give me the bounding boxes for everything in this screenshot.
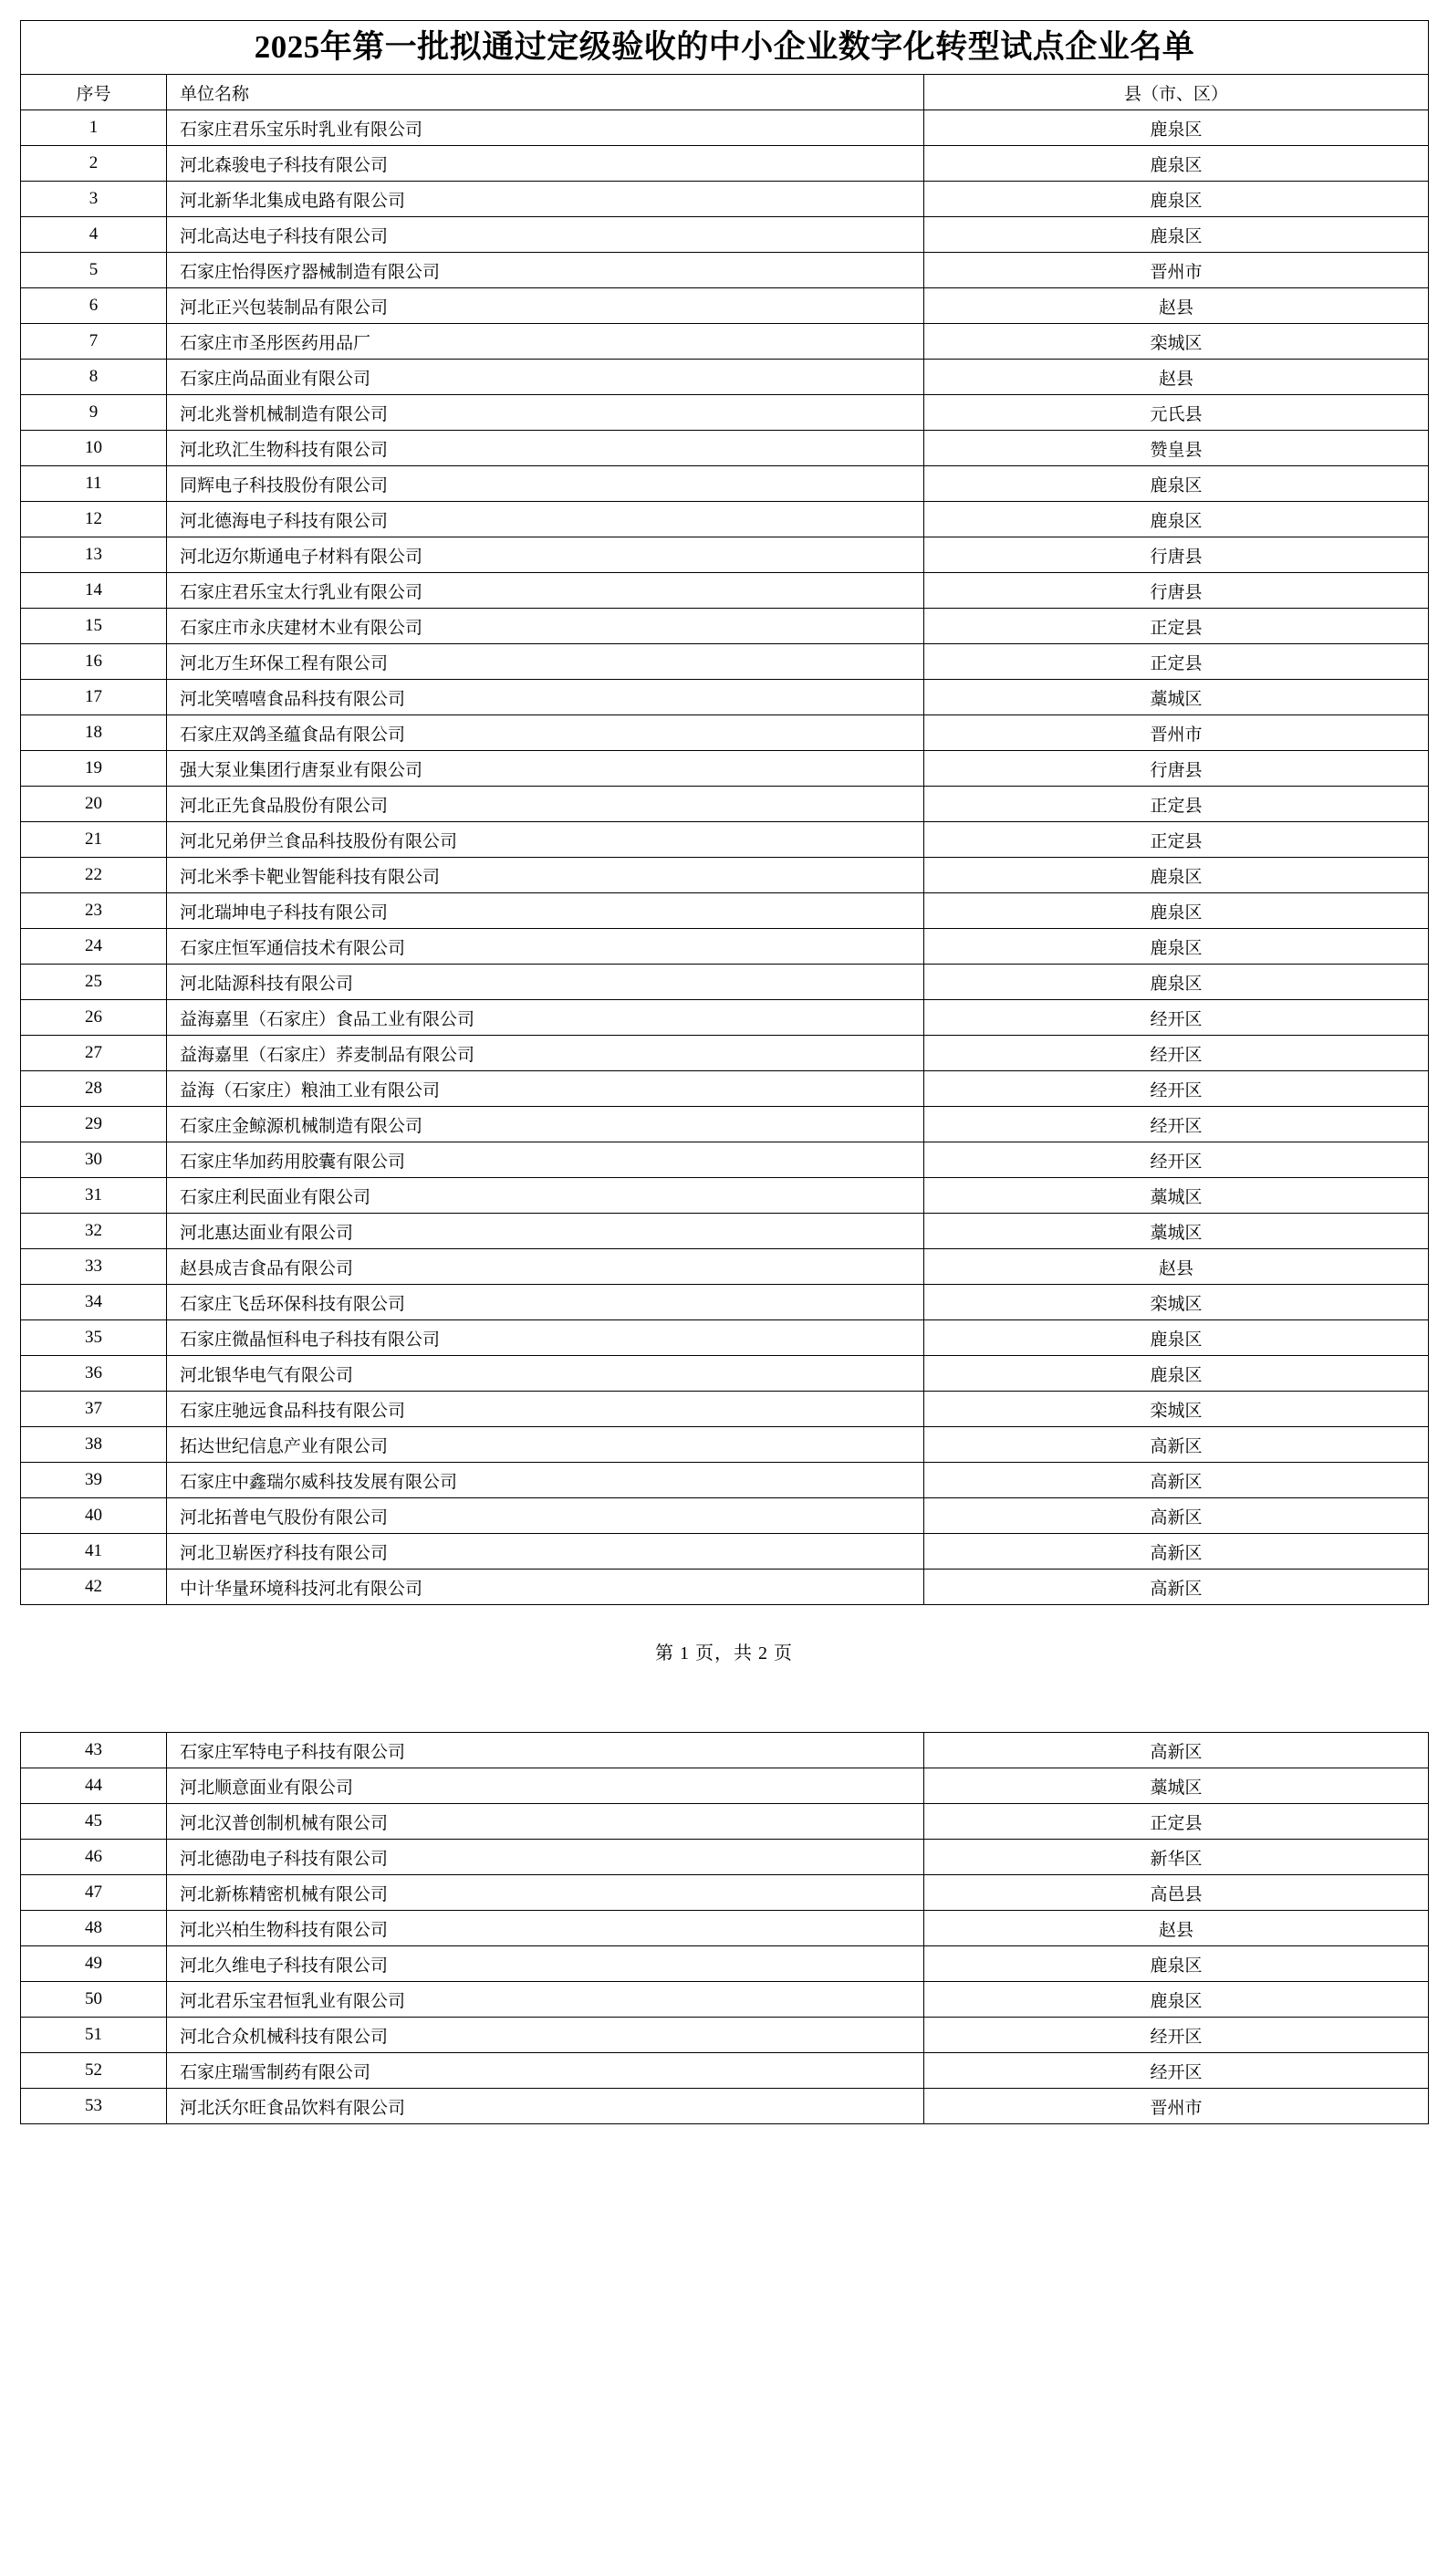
table-row [21, 146, 1429, 182]
table-row [21, 1320, 1429, 1356]
cell-enterprise-name: 石家庄飞岳环保科技有限公司 [167, 1285, 924, 1320]
cell-sequence-number: 48 [21, 1911, 167, 1946]
table-row [21, 787, 1429, 822]
table-row [21, 1071, 1429, 1107]
cell-enterprise-name: 赵县成吉食品有限公司 [167, 1249, 924, 1285]
cell-sequence-number: 50 [21, 1982, 167, 2018]
cell-enterprise-name: 河北兴柏生物科技有限公司 [167, 1911, 924, 1946]
table-row [21, 1733, 1429, 1768]
cell-district: 鹿泉区 [924, 1946, 1429, 1982]
cell-enterprise-name: 石家庄瑞雪制药有限公司 [167, 2053, 924, 2089]
table-row [21, 1427, 1429, 1463]
table-row [21, 1570, 1429, 1605]
cell-district: 鹿泉区 [924, 110, 1429, 146]
table-row [21, 965, 1429, 1000]
cell-district: 鹿泉区 [924, 146, 1429, 182]
cell-district: 行唐县 [924, 537, 1429, 573]
cell-enterprise-name: 河北汉普创制机械有限公司 [167, 1804, 924, 1840]
cell-enterprise-name: 中计华量环境科技河北有限公司 [167, 1570, 924, 1605]
cell-sequence-number: 29 [21, 1107, 167, 1142]
cell-enterprise-name: 石家庄双鸽圣蕴食品有限公司 [167, 715, 924, 751]
cell-sequence-number: 46 [21, 1840, 167, 1875]
cell-district: 正定县 [924, 787, 1429, 822]
cell-enterprise-name: 益海嘉里（石家庄）食品工业有限公司 [167, 1000, 924, 1036]
cell-sequence-number: 11 [21, 466, 167, 502]
cell-sequence-number: 23 [21, 893, 167, 929]
table-row [21, 573, 1429, 609]
cell-enterprise-name: 石家庄驰远食品科技有限公司 [167, 1392, 924, 1427]
cell-district: 晋州市 [924, 2089, 1429, 2124]
cell-sequence-number: 41 [21, 1534, 167, 1570]
cell-sequence-number: 51 [21, 2018, 167, 2053]
cell-enterprise-name: 河北笑嘻嘻食品科技有限公司 [167, 680, 924, 715]
cell-enterprise-name: 益海（石家庄）粮油工业有限公司 [167, 1071, 924, 1107]
cell-enterprise-name: 河北迈尔斯通电子材料有限公司 [167, 537, 924, 573]
cell-district: 正定县 [924, 822, 1429, 858]
cell-district: 新华区 [924, 1840, 1429, 1875]
cell-enterprise-name: 石家庄金鲸源机械制造有限公司 [167, 1107, 924, 1142]
cell-enterprise-name: 河北米季卡靶业智能科技有限公司 [167, 858, 924, 893]
table-row [21, 395, 1429, 431]
cell-enterprise-name: 益海嘉里（石家庄）荞麦制品有限公司 [167, 1036, 924, 1071]
table-row [21, 1356, 1429, 1392]
table-row [21, 537, 1429, 573]
column-header-name: 单位名称 [167, 75, 924, 110]
cell-sequence-number: 14 [21, 573, 167, 609]
cell-sequence-number: 10 [21, 431, 167, 466]
cell-district: 高新区 [924, 1534, 1429, 1570]
cell-district: 鹿泉区 [924, 217, 1429, 253]
cell-sequence-number: 13 [21, 537, 167, 573]
cell-sequence-number: 1 [21, 110, 167, 146]
cell-sequence-number: 53 [21, 2089, 167, 2124]
table-row [21, 1036, 1429, 1071]
cell-district: 栾城区 [924, 1285, 1429, 1320]
cell-sequence-number: 24 [21, 929, 167, 965]
cell-district: 藁城区 [924, 680, 1429, 715]
cell-district: 鹿泉区 [924, 893, 1429, 929]
cell-district: 行唐县 [924, 751, 1429, 787]
cell-enterprise-name: 石家庄君乐宝乐时乳业有限公司 [167, 110, 924, 146]
table-row [21, 609, 1429, 644]
cell-sequence-number: 49 [21, 1946, 167, 1982]
cell-district: 赵县 [924, 288, 1429, 324]
table-row [21, 893, 1429, 929]
cell-sequence-number: 26 [21, 1000, 167, 1036]
page-break-spacer [0, 1664, 1448, 1732]
cell-sequence-number: 30 [21, 1142, 167, 1178]
cell-enterprise-name: 河北新栋精密机械有限公司 [167, 1875, 924, 1911]
title-row [21, 21, 1429, 75]
cell-enterprise-name: 河北拓普电气股份有限公司 [167, 1498, 924, 1534]
cell-sequence-number: 39 [21, 1463, 167, 1498]
cell-district: 鹿泉区 [924, 965, 1429, 1000]
table-row [21, 1982, 1429, 2018]
cell-district: 经开区 [924, 1036, 1429, 1071]
cell-district: 鹿泉区 [924, 1982, 1429, 2018]
table-body-page-2 [21, 1733, 1429, 2124]
cell-sequence-number: 31 [21, 1178, 167, 1214]
cell-enterprise-name: 河北卫崭医疗科技有限公司 [167, 1534, 924, 1570]
cell-district: 高新区 [924, 1463, 1429, 1498]
cell-sequence-number: 22 [21, 858, 167, 893]
cell-district: 栾城区 [924, 1392, 1429, 1427]
cell-enterprise-name: 拓达世纪信息产业有限公司 [167, 1427, 924, 1463]
cell-sequence-number: 42 [21, 1570, 167, 1605]
cell-sequence-number: 8 [21, 360, 167, 395]
cell-district: 高新区 [924, 1427, 1429, 1463]
cell-district: 经开区 [924, 1000, 1429, 1036]
cell-district: 鹿泉区 [924, 182, 1429, 217]
cell-sequence-number: 4 [21, 217, 167, 253]
cell-enterprise-name: 河北德海电子科技有限公司 [167, 502, 924, 537]
cell-sequence-number: 7 [21, 324, 167, 360]
cell-enterprise-name: 河北沃尔旺食品饮料有限公司 [167, 2089, 924, 2124]
cell-sequence-number: 16 [21, 644, 167, 680]
table-row [21, 2018, 1429, 2053]
table-row [21, 502, 1429, 537]
table-row [21, 1107, 1429, 1142]
cell-sequence-number: 45 [21, 1804, 167, 1840]
table-row [21, 929, 1429, 965]
cell-district: 经开区 [924, 2053, 1429, 2089]
cell-district: 经开区 [924, 2018, 1429, 2053]
cell-district: 赵县 [924, 1249, 1429, 1285]
table-row [21, 1875, 1429, 1911]
cell-district: 晋州市 [924, 253, 1429, 288]
cell-sequence-number: 2 [21, 146, 167, 182]
cell-enterprise-name: 同辉电子科技股份有限公司 [167, 466, 924, 502]
cell-district: 高新区 [924, 1498, 1429, 1534]
cell-sequence-number: 3 [21, 182, 167, 217]
cell-enterprise-name: 河北森骏电子科技有限公司 [167, 146, 924, 182]
cell-district: 赵县 [924, 360, 1429, 395]
table-row [21, 680, 1429, 715]
table-row [21, 858, 1429, 893]
table-row [21, 644, 1429, 680]
table-row [21, 1214, 1429, 1249]
cell-enterprise-name: 河北高达电子科技有限公司 [167, 217, 924, 253]
cell-sequence-number: 15 [21, 609, 167, 644]
cell-sequence-number: 33 [21, 1249, 167, 1285]
table-row [21, 1463, 1429, 1498]
cell-enterprise-name: 强大泵业集团行唐泵业有限公司 [167, 751, 924, 787]
cell-enterprise-name: 石家庄尚品面业有限公司 [167, 360, 924, 395]
table-row [21, 288, 1429, 324]
cell-enterprise-name: 河北君乐宝君恒乳业有限公司 [167, 1982, 924, 2018]
cell-sequence-number: 28 [21, 1071, 167, 1107]
cell-sequence-number: 38 [21, 1427, 167, 1463]
cell-district: 高新区 [924, 1733, 1429, 1768]
table-row [21, 1840, 1429, 1875]
cell-enterprise-name: 石家庄华加药用胶囊有限公司 [167, 1142, 924, 1178]
cell-district: 鹿泉区 [924, 1320, 1429, 1356]
cell-sequence-number: 12 [21, 502, 167, 537]
cell-enterprise-name: 石家庄怡得医疗器械制造有限公司 [167, 253, 924, 288]
table-row [21, 1392, 1429, 1427]
table-row [21, 1142, 1429, 1178]
cell-district: 正定县 [924, 1804, 1429, 1840]
column-header-district: 县（市、区） [924, 75, 1429, 110]
cell-district: 行唐县 [924, 573, 1429, 609]
cell-district: 鹿泉区 [924, 1356, 1429, 1392]
cell-sequence-number: 35 [21, 1320, 167, 1356]
cell-sequence-number: 47 [21, 1875, 167, 1911]
cell-sequence-number: 36 [21, 1356, 167, 1392]
cell-district: 藁城区 [924, 1214, 1429, 1249]
cell-district: 鹿泉区 [924, 466, 1429, 502]
table-row [21, 182, 1429, 217]
cell-district: 藁城区 [924, 1178, 1429, 1214]
cell-enterprise-name: 石家庄恒军通信技术有限公司 [167, 929, 924, 965]
cell-enterprise-name: 河北久维电子科技有限公司 [167, 1946, 924, 1982]
table-row [21, 1000, 1429, 1036]
table-row [21, 324, 1429, 360]
page-footer-1: 第 1 页，共 2 页 [655, 1643, 793, 1663]
cell-sequence-number: 20 [21, 787, 167, 822]
cell-enterprise-name: 河北瑞坤电子科技有限公司 [167, 893, 924, 929]
cell-sequence-number: 43 [21, 1733, 167, 1768]
table-row [21, 466, 1429, 502]
cell-enterprise-name: 河北兆誉机械制造有限公司 [167, 395, 924, 431]
cell-sequence-number: 17 [21, 680, 167, 715]
table-row [21, 2053, 1429, 2089]
cell-enterprise-name: 河北惠达面业有限公司 [167, 1214, 924, 1249]
cell-district: 高邑县 [924, 1875, 1429, 1911]
table-row [21, 1804, 1429, 1840]
enterprise-list-table-page-1 [20, 20, 1429, 1605]
cell-district: 赞皇县 [924, 431, 1429, 466]
page-title: 2025年第一批拟通过定级验收的中小企业数字化转型试点企业名单 [21, 21, 1429, 75]
cell-enterprise-name: 河北银华电气有限公司 [167, 1356, 924, 1392]
table-row [21, 1285, 1429, 1320]
cell-sequence-number: 9 [21, 395, 167, 431]
cell-sequence-number: 52 [21, 2053, 167, 2089]
cell-district: 正定县 [924, 644, 1429, 680]
cell-sequence-number: 44 [21, 1768, 167, 1804]
cell-enterprise-name: 石家庄市永庆建材木业有限公司 [167, 609, 924, 644]
cell-enterprise-name: 石家庄军特电子科技有限公司 [167, 1733, 924, 1768]
table-header-row [21, 75, 1429, 110]
cell-sequence-number: 27 [21, 1036, 167, 1071]
cell-district: 鹿泉区 [924, 502, 1429, 537]
cell-enterprise-name: 河北顺意面业有限公司 [167, 1768, 924, 1804]
cell-enterprise-name: 河北合众机械科技有限公司 [167, 2018, 924, 2053]
table-body-page-1 [21, 110, 1429, 1605]
cell-enterprise-name: 河北玖汇生物科技有限公司 [167, 431, 924, 466]
document-page-2 [0, 1732, 1448, 2124]
table-row [21, 715, 1429, 751]
table-row [21, 822, 1429, 858]
table-row [21, 2089, 1429, 2124]
cell-enterprise-name: 河北正先食品股份有限公司 [167, 787, 924, 822]
cell-district: 正定县 [924, 609, 1429, 644]
cell-enterprise-name: 河北德劭电子科技有限公司 [167, 1840, 924, 1875]
cell-enterprise-name: 石家庄市圣彤医药用品厂 [167, 324, 924, 360]
cell-district: 栾城区 [924, 324, 1429, 360]
cell-enterprise-name: 河北新华北集成电路有限公司 [167, 182, 924, 217]
cell-enterprise-name: 河北万生环保工程有限公司 [167, 644, 924, 680]
table-row [21, 1911, 1429, 1946]
table-row [21, 1178, 1429, 1214]
table-row [21, 217, 1429, 253]
cell-district: 元氏县 [924, 395, 1429, 431]
cell-sequence-number: 37 [21, 1392, 167, 1427]
cell-district: 高新区 [924, 1570, 1429, 1605]
cell-district: 经开区 [924, 1142, 1429, 1178]
table-row [21, 1946, 1429, 1982]
cell-district: 晋州市 [924, 715, 1429, 751]
cell-enterprise-name: 石家庄君乐宝太行乳业有限公司 [167, 573, 924, 609]
cell-district: 经开区 [924, 1107, 1429, 1142]
cell-sequence-number: 21 [21, 822, 167, 858]
cell-district: 鹿泉区 [924, 858, 1429, 893]
cell-enterprise-name: 河北陆源科技有限公司 [167, 965, 924, 1000]
cell-enterprise-name: 石家庄利民面业有限公司 [167, 1178, 924, 1214]
cell-enterprise-name: 石家庄微晶恒科电子科技有限公司 [167, 1320, 924, 1356]
cell-sequence-number: 6 [21, 288, 167, 324]
table-row [21, 751, 1429, 787]
table-row [21, 1249, 1429, 1285]
cell-sequence-number: 40 [21, 1498, 167, 1534]
cell-enterprise-name: 石家庄中鑫瑞尔威科技发展有限公司 [167, 1463, 924, 1498]
cell-sequence-number: 34 [21, 1285, 167, 1320]
cell-sequence-number: 19 [21, 751, 167, 787]
cell-sequence-number: 32 [21, 1214, 167, 1249]
table-row [21, 110, 1429, 146]
cell-enterprise-name: 河北正兴包装制品有限公司 [167, 288, 924, 324]
cell-district: 藁城区 [924, 1768, 1429, 1804]
table-row [21, 1498, 1429, 1534]
cell-district: 经开区 [924, 1071, 1429, 1107]
enterprise-list-table-page-2 [20, 1732, 1429, 2124]
table-row [21, 360, 1429, 395]
cell-sequence-number: 18 [21, 715, 167, 751]
table-row [21, 431, 1429, 466]
cell-district: 赵县 [924, 1911, 1429, 1946]
table-row [21, 1768, 1429, 1804]
cell-sequence-number: 25 [21, 965, 167, 1000]
table-row [21, 253, 1429, 288]
table-row [21, 1534, 1429, 1570]
column-header-seq: 序号 [21, 75, 167, 110]
cell-district: 鹿泉区 [924, 929, 1429, 965]
cell-sequence-number: 5 [21, 253, 167, 288]
cell-enterprise-name: 河北兄弟伊兰食品科技股份有限公司 [167, 822, 924, 858]
